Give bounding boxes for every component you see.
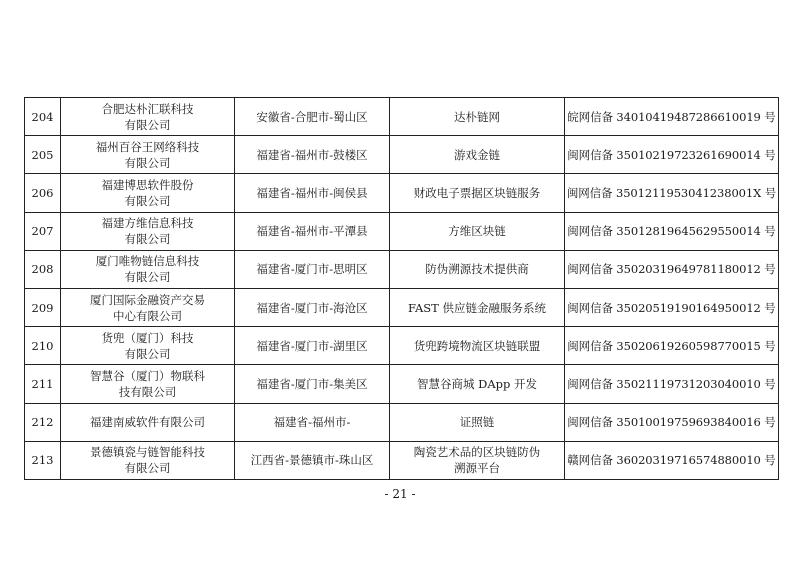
service-name-cell [390,327,565,365]
company-name-line: 有限公司 [124,193,171,208]
location-cell: 福建省-福州市-平潭县 [235,212,390,250]
company-name-cell [61,174,235,212]
table-row [25,327,779,365]
filing-number-cell: 闽网信备 35020319649781180012 号 [565,250,779,288]
service-name-line: 方维区块链 [448,224,506,239]
row-number-cell: 210 [25,327,61,365]
filing-number-cell: 闽网信备 35010019759693840016 号 [565,403,779,441]
service-name-cell [390,365,565,403]
service-name-line: 货兜跨境物流区块链联盟 [413,338,541,353]
table-row [25,212,779,250]
location-cell: 福建省-厦门市-湖里区 [235,327,390,365]
service-name-cell [390,403,565,441]
service-name-line: 智慧谷商城 DApp 开发 [416,376,538,391]
company-name-cell [61,403,235,441]
company-name-cell [61,365,235,403]
company-name-line: 福建方维信息科技 [101,216,194,231]
company-name-line: 有限公司 [124,232,171,247]
row-number-cell: 212 [25,403,61,441]
company-name-cell [61,288,235,326]
company-name-cell [61,327,235,365]
company-name-cell [61,250,235,288]
registry-table [24,97,779,480]
location-cell: 福建省-厦门市-思明区 [235,250,390,288]
registry-table-body [25,98,779,480]
filing-number-cell: 赣网信备 36020319716574880010 号 [565,441,779,479]
filing-number-cell: 皖网信备 34010419487286610019 号 [565,98,779,136]
location-cell: 福建省-厦门市-集美区 [235,365,390,403]
service-name-line: FAST 供应链金融服务系统 [408,300,546,315]
company-name-line: 有限公司 [124,117,171,132]
service-name-cell [390,174,565,212]
row-number-cell: 209 [25,288,61,326]
page-number: - 21 - [384,487,416,501]
row-number-cell: 213 [25,441,61,479]
table-row [25,403,779,441]
service-name-line: 溯源平台 [454,461,500,476]
company-name-line: 技有限公司 [118,384,177,399]
company-name-line: 福建南威软件有限公司 [90,415,205,430]
company-name-line: 中心有限公司 [113,308,182,323]
row-number-cell: 208 [25,250,61,288]
filing-number-cell: 闽网信备 35020619260598770015 号 [565,327,779,365]
filing-number-cell: 闽网信备 35020519190164950012 号 [565,288,779,326]
company-name-cell [61,212,235,250]
location-cell: 福建省-福州市- [235,403,390,441]
company-name-line: 合肥达朴汇联科技 [101,101,194,116]
company-name-line: 厦门国际金融资产交易 [90,292,205,307]
service-name-line: 防伪溯源技术提供商 [425,262,529,277]
row-number-cell: 205 [25,136,61,174]
company-name-line: 福建博思软件股份 [101,177,194,192]
service-name-cell [390,441,565,479]
table-row [25,98,779,136]
service-name-line: 游戏金链 [454,147,500,162]
row-number-cell: 211 [25,365,61,403]
location-cell: 福建省-福州市-闽侯县 [235,174,390,212]
filing-number-cell: 闽网信备 35021119731203040010 号 [565,365,779,403]
company-name-line: 有限公司 [124,270,171,285]
company-name-line: 有限公司 [124,461,171,476]
company-name-line: 有限公司 [124,155,171,170]
table-row [25,250,779,288]
service-name-cell [390,98,565,136]
company-name-cell [61,98,235,136]
company-name-line: 货兜（厦门）科技 [101,330,194,345]
service-name-line: 达朴链网 [454,109,500,124]
location-cell: 安徽省-合肥市-蜀山区 [235,98,390,136]
company-name-cell [61,136,235,174]
company-name-line: 有限公司 [124,346,171,361]
filing-number-cell: 闽网信备 35010219723261690014 号 [565,136,779,174]
row-number-cell: 204 [25,98,61,136]
row-number-cell: 207 [25,212,61,250]
table-row [25,365,779,403]
service-name-line: 财政电子票据区块链服务 [413,185,541,200]
table-row [25,174,779,212]
service-name-line: 陶瓷艺术品的区块链防伪 [413,445,541,460]
service-name-cell [390,136,565,174]
filing-number-cell: 闽网信备 3501211953041238001X 号 [565,174,779,212]
location-cell: 福建省-厦门市-海沧区 [235,288,390,326]
service-name-line: 证照链 [459,415,495,430]
company-name-line: 景德镇瓷与链智能科技 [90,445,205,460]
table-row [25,136,779,174]
service-name-cell [390,288,565,326]
company-name-line: 厦门唯物链信息科技 [95,254,200,269]
service-name-cell [390,212,565,250]
table-row [25,288,779,326]
service-name-cell [390,250,565,288]
company-name-line: 福州百谷王网络科技 [95,139,200,154]
table-row [25,441,779,479]
location-cell: 福建省-福州市-鼓楼区 [235,136,390,174]
company-name-cell [61,441,235,479]
row-number-cell: 206 [25,174,61,212]
company-name-line: 智慧谷（厦门）物联科 [90,368,205,383]
location-cell: 江西省-景德镇市-珠山区 [235,441,390,479]
filing-number-cell: 闽网信备 35012819645629550014 号 [565,212,779,250]
